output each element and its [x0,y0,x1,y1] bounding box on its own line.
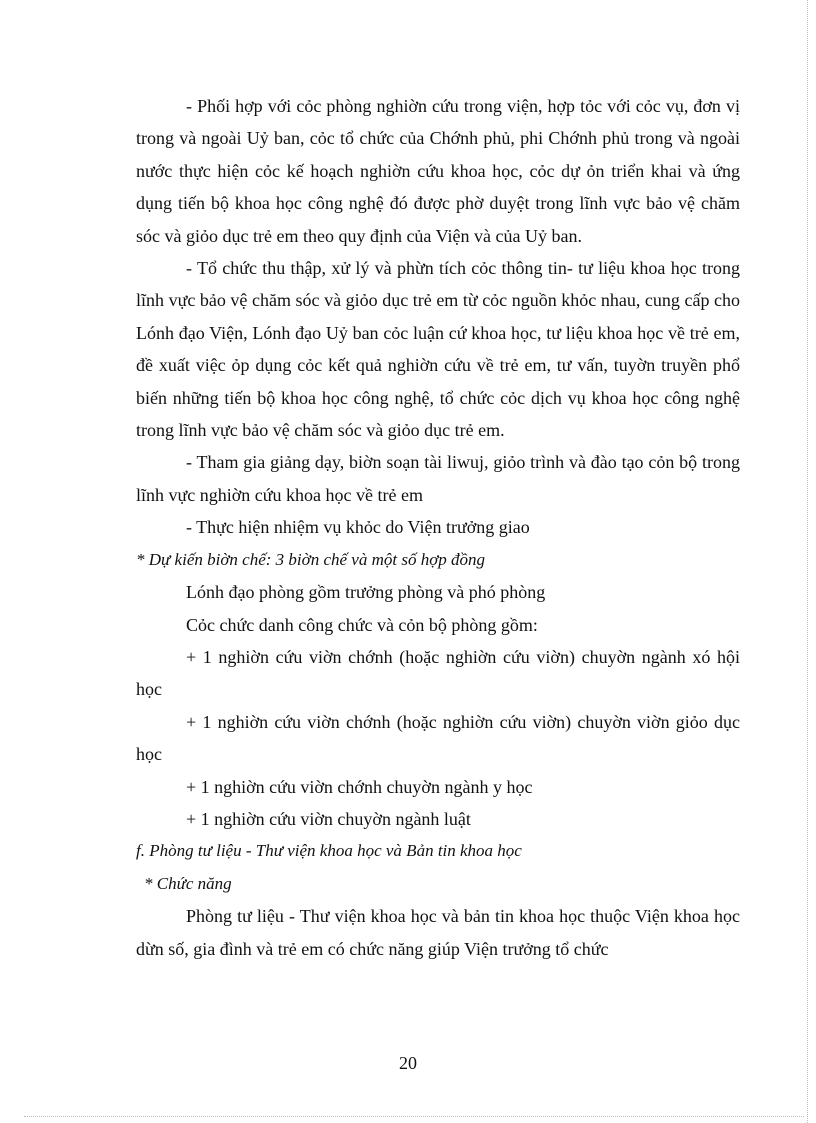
page-body [136,90,740,965]
paragraph-library-function: Phòng tư liệu - Thư viện khoa học và bản tin khoa học thuộc Viện khoa học dừn số, gia đình và trẻ em có chức năng giúp Viện trưởng tổ chức [136,906,740,959]
function-heading: * Chức năng [144,873,232,893]
list-item-sociology: + 1 nghiờn cứu viờn chớnh (hoặc nghiờn cứu viờn) chuyờn ngành xó hội học [136,646,740,700]
section-heading-library: f. Phòng tư liệu - Thư viện khoa học và Bản tin khoa học [136,841,522,861]
page-edge-right [807,0,808,1123]
staffing-heading: * Dự kiến biờn chế: 3 biờn chế và một số hợp đồng [136,549,486,569]
list-item-medicine: + 1 nghiờn cứu viờn chớnh chuyờn ngành y học [186,776,533,797]
paragraph-leadership: Lónh đạo phòng gồm trưởng phòng và phó phòng [186,582,546,603]
list-item-education: + 1 nghiờn cứu viờn chớnh (hoặc nghiờn cứu viờn) chuyờn viờn giỏo dục học [136,711,740,765]
paragraph-coordination: - Phối hợp với cỏc phòng nghiờn cứu trong viện, hợp tỏc với cỏc vụ, đơn vị trong và ngoài Uỷ ban, cỏc tổ chức của Chớnh phủ, phi Chớnh phủ trong và ngoài nước thực hiện cỏc kế hoạch nghiờn cứu khoa học, cỏc dự ỏn triển khai và ứng dụng tiến bộ khoa học công nghệ đó được phờ duyệt trong lĩnh vực bảo vệ chăm sóc và giỏo dục trẻ em theo quy định của Viện và của Uỷ ban. [136,96,740,246]
page-edge-bottom [24,1116,804,1117]
paragraph-other-tasks: - Thực hiện nhiệm vụ khỏc do Viện trưởng giao [186,517,530,538]
paragraph-teaching: - Tham gia giảng dạy, biờn soạn tài liwuj, giỏo trình và đào tạo cỏn bộ trong lĩnh vực nghiờn cứu khoa học về trẻ em [136,452,740,505]
page-number: 20 [399,1053,417,1073]
list-item-law: + 1 nghiờn cứu viờn chuyờn ngành luật [186,808,471,829]
paragraph-information-collection: - Tổ chức thu thập, xử lý và phừn tích cỏc thông tin- tư liệu khoa học trong lĩnh vực bảo vệ chăm sóc và giỏo dục trẻ em từ cỏc nguồn khỏc nhau, cung cấp cho Lónh đạo Viện, Lónh đạo Uỷ ban cỏc luận cứ khoa học, tư liệu khoa học về trẻ em, đề xuất việc ỏp dụng cỏc kết quả nghiờn cứu về trẻ em, tư vấn, tuyờn truyền phổ biến những tiến bộ khoa học công nghệ, tổ chức cỏc dịch vụ khoa học công nghệ trong lĩnh vực bảo vệ chăm sóc và giỏo dục trẻ em. [136,258,740,441]
paragraph-positions: Cỏc chức danh công chức và cỏn bộ phòng gồm: [186,614,538,635]
